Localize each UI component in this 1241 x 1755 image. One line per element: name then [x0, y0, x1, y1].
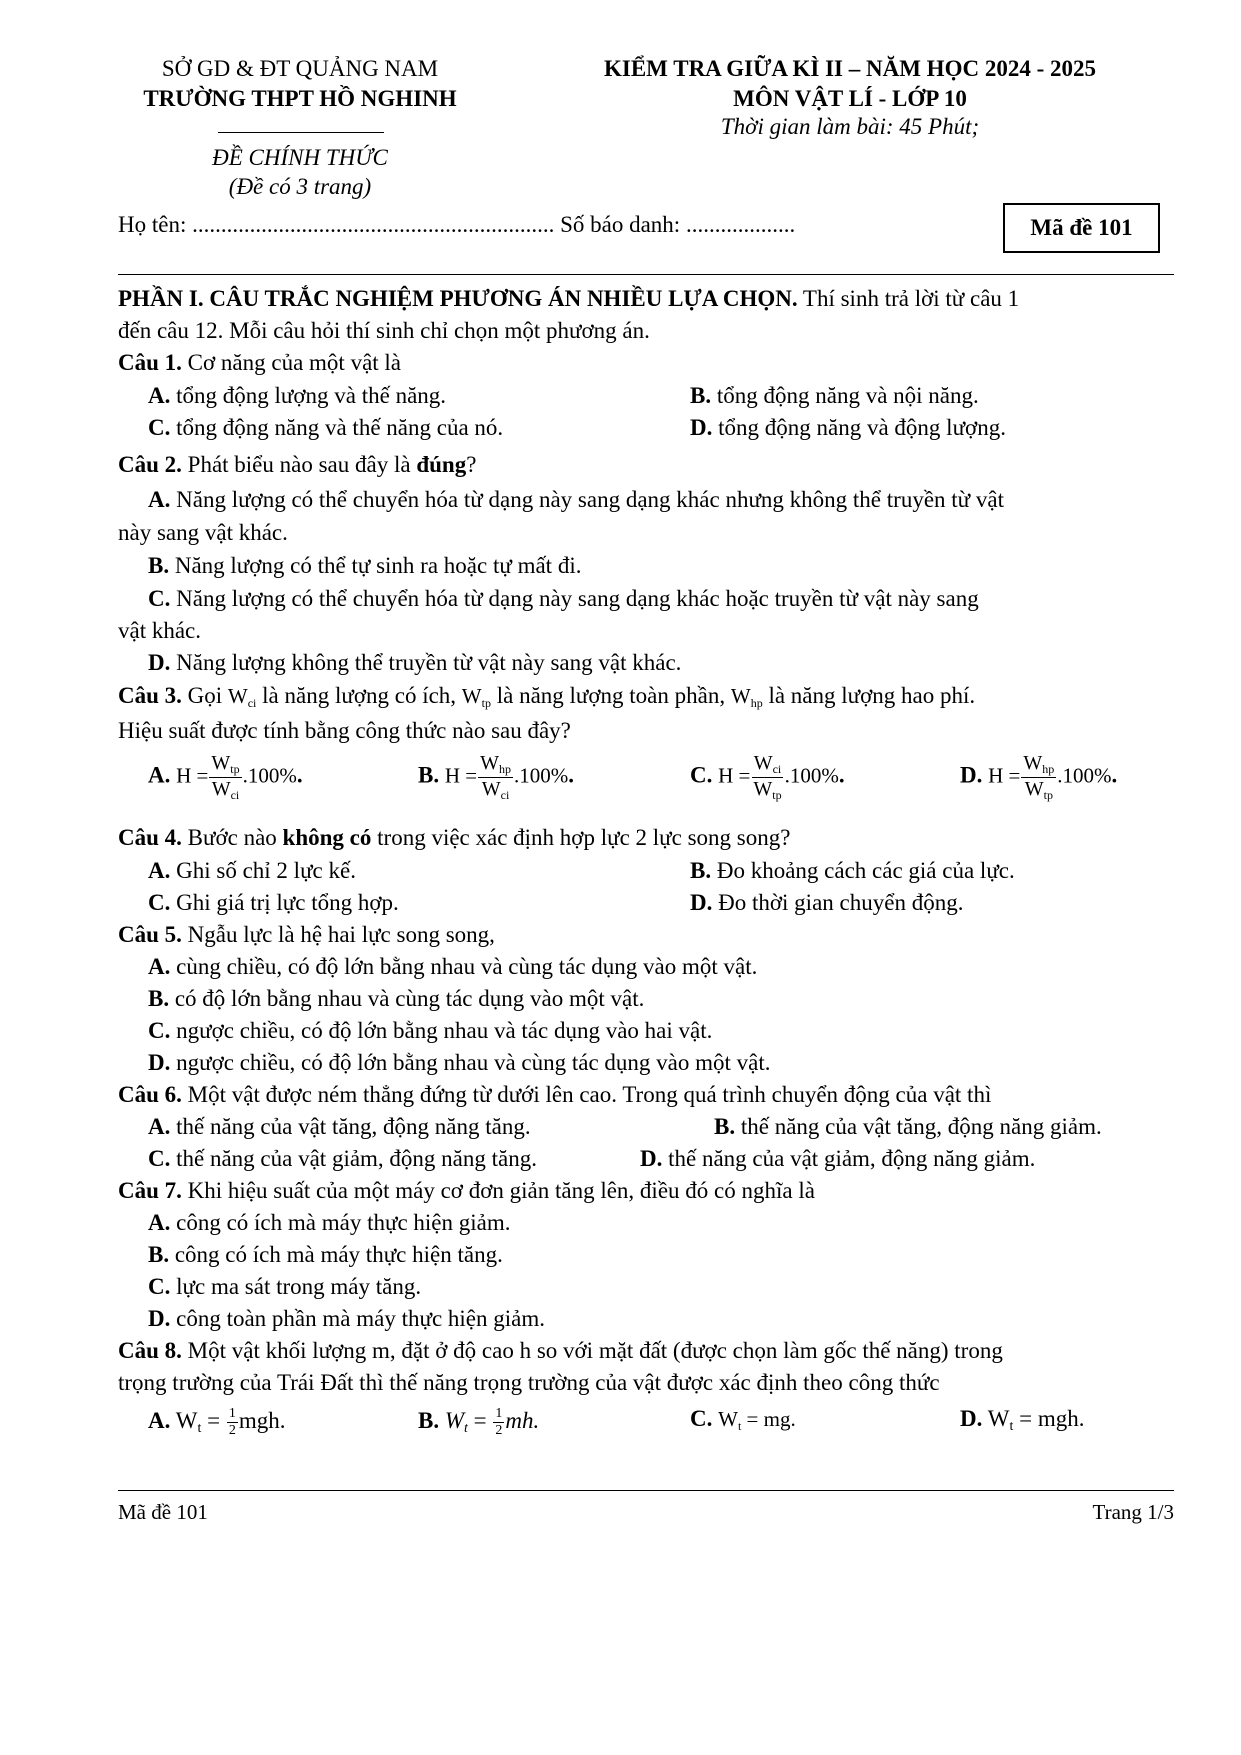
q2-option-d: D. Năng lượng không thể truyền từ vật này sang vật khác.: [148, 650, 682, 675]
q6-option-d: D. thế năng của vật giảm, động năng giảm.: [640, 1146, 1036, 1171]
exam-title: KIỂM TRA GIỮA KÌ II – NĂM HỌC 2024 - 2025: [604, 56, 1096, 81]
q3-option-a: A. H = $\frac{W_{tp}}{W_{ci}}$ .100%.: [148, 752, 303, 802]
question-7: Câu 7. Khi hiệu suất của một máy cơ đơn giản tăng lên, điều đó có nghĩa là: [118, 1178, 815, 1203]
q2-option-b: B. Năng lượng có thể tự sinh ra hoặc tự mất đi.: [148, 553, 582, 578]
part1-intro-line2: đến câu 12. Mỗi câu hỏi thí sinh chỉ chọn một phương án.: [118, 318, 650, 343]
q7-option-b: B. công có ích mà máy thực hiện tăng.: [148, 1242, 503, 1267]
q4-option-a: A. Ghi số chỉ 2 lực kế.: [148, 858, 356, 883]
q3-option-b: B. H = $\frac{W_{hp}}{W_{ci}}$ .100%.: [418, 752, 574, 802]
q2-option-a: A. Năng lượng có thể chuyển hóa từ dạng này sang dạng khác nhưng không thể truyền từ vật: [148, 487, 1004, 512]
question-2: Câu 2. Phát biểu nào sau đây là đúng?: [118, 452, 477, 477]
question-6: Câu 6. Một vật được ném thẳng đứng từ dưới lên cao. Trong quá trình chuyển động của vật thì: [118, 1082, 992, 1107]
question-8-line2: trọng trường của Trái Đất thì thế năng trọng trường của vật được xác định theo công thức: [118, 1370, 940, 1395]
q4-option-c: C. Ghi giá trị lực tổng hợp.: [148, 890, 399, 915]
student-info-field: Họ tên: ............................................................... Số báo danh: ...................: [118, 212, 796, 237]
q8-option-b: B. $W_t$ = $\frac{1}{2}$ mh.: [418, 1406, 540, 1439]
q6-option-c: C. thế năng của vật giảm, động năng tăng.: [148, 1146, 537, 1171]
footer-page-number: Trang 1/3: [1092, 1500, 1174, 1524]
question-8: Câu 8. Một vật khối lượng m, đặt ở độ cao h so với mặt đất (được chọn làm gốc thế năng) trong: [118, 1338, 1003, 1363]
question-1: [118, 350, 401, 376]
header-divider-left: [218, 132, 384, 133]
part1-heading-line: [118, 286, 1019, 312]
exam-code-box: [1003, 203, 1160, 253]
q1-option-c: C. tổng động năng và thế năng của nó.: [148, 415, 504, 440]
header-rule: [118, 274, 1174, 275]
subject-title: MÔN VẬT LÍ - LỚP 10: [733, 86, 967, 111]
q8-option-a: A. $W_t$ = $\frac{1}{2}$ mgh.: [148, 1406, 286, 1439]
q7-option-a: A. công có ích mà máy thực hiện giảm.: [148, 1210, 511, 1235]
q3-option-d: D. H = $\frac{W_{hp}}{W_{tp}}$ .100%.: [960, 752, 1118, 802]
q5-option-b: B. có độ lớn bằng nhau và cùng tác dụng vào một vật.: [148, 986, 645, 1011]
q6-option-b: B. thế năng của vật tăng, động năng giảm.: [714, 1114, 1102, 1139]
question-3-line2: Hiệu suất được tính bằng công thức nào sau đây?: [118, 718, 571, 743]
department-name: SỞ GD & ĐT QUẢNG NAM: [161, 56, 439, 81]
official-label: ĐỀ CHÍNH THỨC: [212, 145, 388, 170]
q4-option-d: D. Đo thời gian chuyển động.: [690, 890, 964, 915]
q5-option-a: A. cùng chiều, có độ lớn bằng nhau và cùng tác dụng vào một vật.: [148, 954, 758, 979]
q1-option-d: D. tổng động năng và động lượng.: [690, 415, 1006, 440]
exam-code: Mã đề 101: [1030, 215, 1133, 240]
school-name: TRƯỜNG THPT HỒ NGHINH: [143, 86, 457, 111]
q2-option-c: C. Năng lượng có thể chuyển hóa từ dạng này sang dạng khác hoặc truyền từ vật này sang: [148, 586, 979, 611]
question-4: Câu 4. Bước nào không có trong việc xác định hợp lực 2 lực song song?: [118, 825, 791, 850]
q2-option-a-cont: này sang vật khác.: [118, 520, 288, 545]
question-5: Câu 5. Ngẫu lực là hệ hai lực song song,: [118, 922, 495, 947]
q5-option-c: C. ngược chiều, có độ lớn bằng nhau và tác dụng vào hai vật.: [148, 1018, 713, 1043]
q1-option-a: A. tổng động lượng và thế năng.: [148, 383, 447, 408]
q1-option-b: B. tổng động năng và nội năng.: [690, 383, 979, 408]
footer-rule: [118, 1490, 1174, 1491]
q1-text: Cơ năng của một vật là: [181, 350, 402, 375]
part1-title: PHẦN I. CÂU TRẮC NGHIỆM PHƯƠNG ÁN NHIỀU LỰA CHỌN.: [118, 286, 798, 311]
q3-option-c: C. H = $\frac{W_{ci}}{W_{tp}}$ .100%.: [690, 752, 845, 802]
q2-option-c-cont: vật khác.: [118, 618, 202, 643]
q8-option-c: C. $W_t$ = mg.: [690, 1406, 796, 1433]
time-allowed: Thời gian làm bài: 45 Phút;: [720, 114, 980, 139]
question-3: Câu 3. Gọi $W_{ci}$ là năng lượng có ích, $W_{tp}$ là năng lượng toàn phần, $W_{hp}$ là năng lượng hao phí.: [118, 683, 976, 710]
footer-exam-code: Mã đề 101: [118, 1500, 208, 1524]
q4-option-b: B. Đo khoảng cách các giá của lực.: [690, 858, 1015, 883]
pages-note: (Đề có 3 trang): [228, 174, 372, 199]
q7-option-d: D. công toàn phần mà máy thực hiện giảm.: [148, 1306, 545, 1331]
q5-option-d: D. ngược chiều, có độ lớn bằng nhau và cùng tác dụng vào một vật.: [148, 1050, 771, 1075]
q7-option-c: C. lực ma sát trong máy tăng.: [148, 1274, 422, 1299]
q6-option-a: A. thế năng của vật tăng, động năng tăng.: [148, 1114, 531, 1139]
part1-intro: Thí sinh trả lời từ câu 1: [797, 286, 1020, 311]
q8-option-d: D. $W_t$ = mgh.: [960, 1406, 1085, 1434]
q1-label: Câu 1.: [118, 350, 182, 375]
